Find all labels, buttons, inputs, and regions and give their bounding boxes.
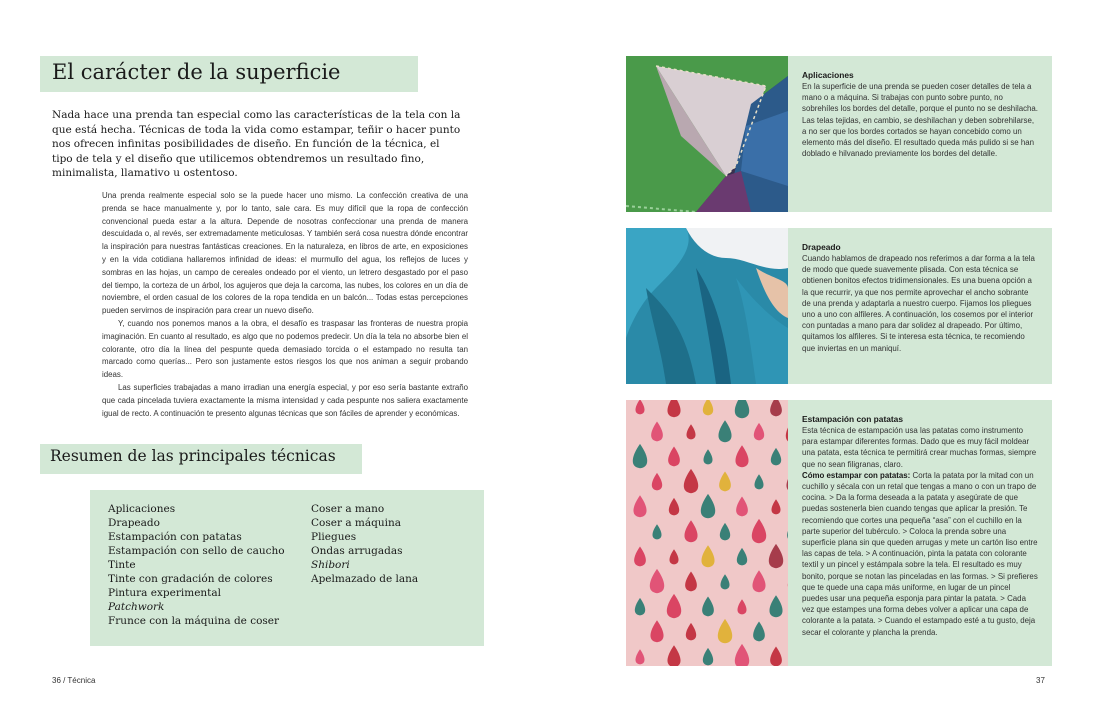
panel-body: Esta técnica de estampación usa las patatas como instrumento para estampar diferentes formas. Dado que es muy fácil moldear una patata, esta técnica te permitirá crear muchas formas, siempre que no sean filigranas, claro. Cómo estampar con patatas: Corta la patata por la mitad con un cuchillo y sécala con un retal que tengas a mano o con un trapo de cocina. > Da la forma deseada a la patata y asegúrate de que puedas sostenerla bien cuando tengas que aplicar la presión. Te recomiendo que cortes una pequeña “asa” con el cuchillo en la parte superior del tubérculo. > Coloca la prenda sobre una superficie plana sin que queden arrugas y mete un cartón liso entre las capas de tela. > A continuación, pinta la patata con colorante textil y un pincel y estámpala sobre la tela. El resultado es muy bonito, porque se notan las pinceladas en las formas. > Si prefieres que te quede una capa más uniforme, en lugar de un pincel puedes usar una pequeña esponja para pintar la patata. > Cada vez que estampes una forma debes volver a aplicar una capa de colorante a la patata. > Cuando el estampado esté a tu gusto, deja secar el colorante y plancha la prenda. <box>802 426 1038 637</box>
techniques-list-left <box>108 502 285 628</box>
list-item: Patchwork <box>108 601 165 613</box>
techniques-list-box <box>90 490 484 646</box>
footer-page-number-left: 36 / Técnica <box>52 676 96 685</box>
body-paragraph-2: Y, cuando nos ponemos manos a la obra, el desafío es traspasar las fronteras de nuestra propia imaginación. En cuanto al resultado, es algo que no podemos predecir. Un día la tela no absorbe bien el colorante, otro día la línea del pespunte queda demasiado torcida o el estampado no resulta tan marcado como querías... Pero son justamente estos riesgos los que nos animan a seguir probando ideas. <box>102 318 468 380</box>
list-item: Shibori <box>311 559 350 571</box>
title-box <box>40 56 418 92</box>
panel-heading: Estampación con patatas <box>802 414 903 424</box>
list-item: Tinte con gradación de colores <box>108 573 273 585</box>
summary-title-box <box>40 444 362 474</box>
techniques-list-right <box>311 502 418 586</box>
panel-heading: Aplicaciones <box>802 70 854 80</box>
list-item: Frunce con la máquina de coser <box>108 615 280 627</box>
potato-print-photo <box>626 400 788 666</box>
list-item: Coser a máquina <box>311 517 401 529</box>
body-paragraph-1: Una prenda realmente especial solo se la puede hacer uno mismo. La confección creativa de una prenda se hace manualmente y, por lo tanto, sale cara. Es muy difícil que la ropa de confección convencional pueda estar a la altura. Depende de nosotras confeccionar una prenda de manera descuidada o, al revés, ser extremadamente meticulosas. Y también será cosa nuestra dónde encontrar la inspiración para nuestras fantásticas creaciones. En la naturaleza, en libros de arte, en exposiciones y en la vida cotidiana hallaremos infinidad de ideas: el murmullo del agua, los reflejos de luces y sombras en las hojas, un campo de cereales ondeado por el viento, un letrero desgastado por el paso del tiempo, la corteza de un árbol, los agujeros que deja la carcoma, las nubes, los colores en un día de noviembre, el orden casual de los colores de la ropa tendida en un balcón... Todas estas percepciones pueden servirnos de inspiración para crear un nuevo diseño. <box>102 191 468 316</box>
panel-estampacion-patatas <box>626 400 1052 666</box>
list-item: Aplicaciones <box>108 503 176 515</box>
footer-page-number-right: 37 <box>1036 676 1045 685</box>
body-paragraph-3: Las superficies trabajadas a mano irradian una energía especial, y por eso sería bastante extraño que cada pincelada tuviera exactamente la misma intensidad y cada pespunte nos saliera exactamente igual de recto. A continuación te presento algunas técnicas que son fáciles de aprender y económicas. <box>102 382 468 418</box>
list-item: Pliegues <box>311 531 357 543</box>
panel-heading: Drapeado <box>802 242 841 252</box>
summary-title: Resumen de las principales técnicas <box>50 447 336 465</box>
panel-body: Cuando hablamos de drapeado nos referimos a dar forma a la tela de modo que quede suavemente plisada. Con esta técnica se obtienen bonitos efectos tridimensionales. Es una buena opción a la que recurrir, ya que nos permite aprovechar el ancho sobrante de una prenda y adaptarla a nuestro cuerpo. Fijamos los pliegues uno a uno con alfileres. A continuación, los cosemos por el interior con puntadas a mano para dar solidez al drapeado. Por último, quitamos los alfileres. Si te interesa esta técnica, te recomiendo que inviertas en un maniquí. <box>802 254 1035 353</box>
list-item: Apelmazado de lana <box>311 573 419 585</box>
list-item: Estampación con sello de caucho <box>108 545 285 557</box>
panel-subheading: Cómo estampar con patatas: <box>802 470 911 480</box>
list-item: Estampación con patatas <box>108 531 242 543</box>
list-item: Drapeado <box>108 517 160 529</box>
list-item: Coser a mano <box>311 503 385 515</box>
panel-drapeado <box>626 228 1052 384</box>
panel-text <box>788 400 1052 666</box>
lead-paragraph: Nada hace una prenda tan especial como las características de la tela con la que está hecha. Técnicas de toda la vida como estampar, teñir o hacer punto nos ofrecen infinitas posibilidades de diseño. En función de la técnica, el tipo de tela y el diseño que utilicemos obtendremos un resultado fino, minimalista, llamativo u ostentoso. <box>52 109 461 179</box>
page-title: El carácter de la superficie <box>52 60 341 84</box>
applique-photo <box>626 56 788 212</box>
panel-text <box>788 228 1052 384</box>
body-text <box>102 190 468 420</box>
panel-text <box>788 56 1052 212</box>
list-item: Pintura experimental <box>108 587 222 599</box>
panel-body: En la superficie de una prenda se pueden coser detalles de tela a mano o a máquina. Si trabajas con punto sobre punto, no sobrehíles los bordes del detalle, porque el punto no se deshilacha. Las telas tejidas, en cambio, se deshilachan y deben sobrehilarse, a no ser que los bordes cortados se hayan concebido como un elemento más del diseño. El resultado queda más pulido si se han doblado e hilvanado previamente los bordes del detalle. <box>802 82 1039 159</box>
draping-photo <box>626 228 788 384</box>
panel-aplicaciones <box>626 56 1052 212</box>
list-item: Tinte <box>108 559 136 571</box>
list-item: Ondas arrugadas <box>311 545 403 557</box>
